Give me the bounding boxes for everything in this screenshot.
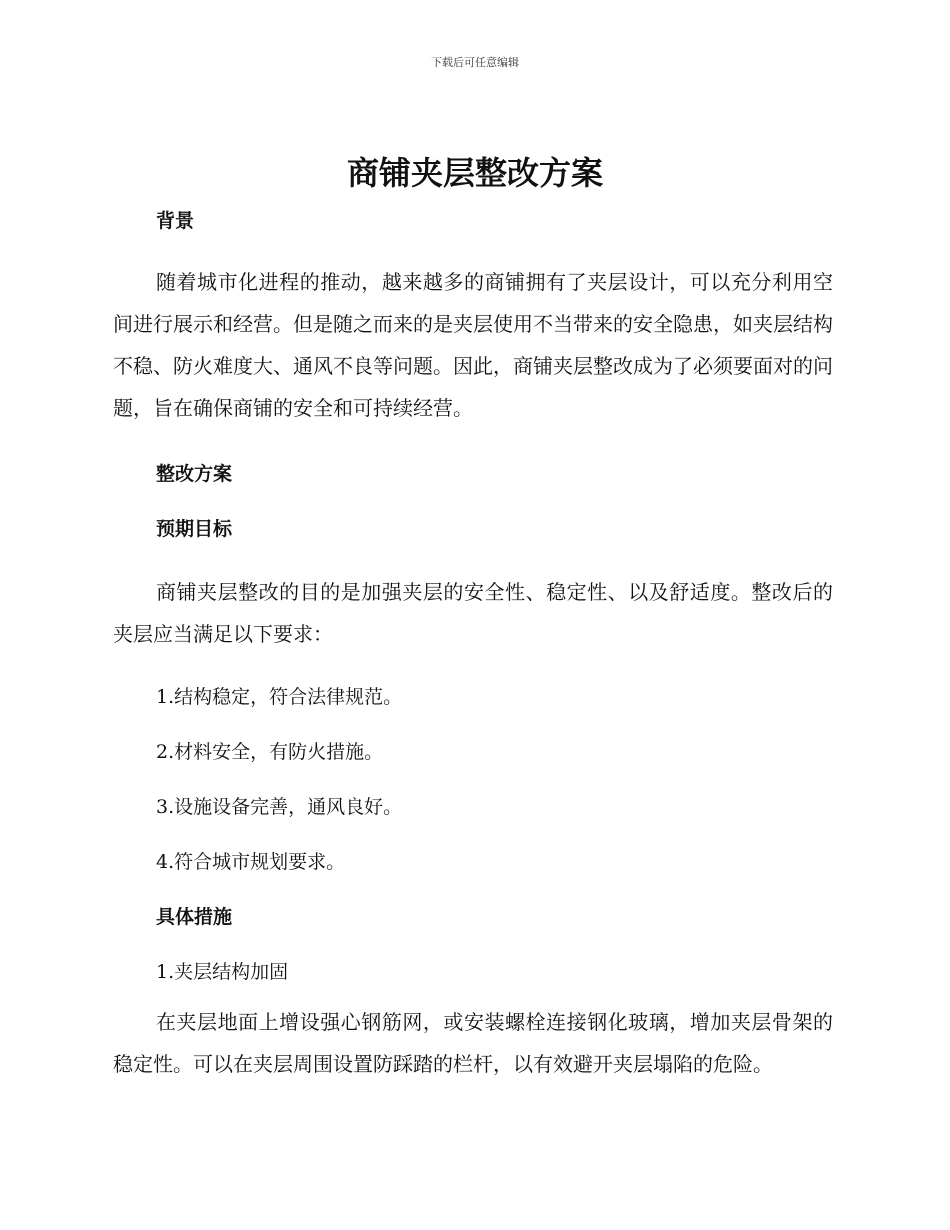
paragraph-measure-1: 在夹层地面上增设强心钢筋网，或安装螺栓连接钢化玻璃，增加夹层骨架的稳定性。可以在夹层周围设置防踩踏的栏杆，以有效避开夹层塌陷的危险。 — [113, 1010, 833, 1076]
heading-plan: 整改方案 — [156, 463, 233, 485]
paragraph-goal: 商铺夹层整改的目的是加强夹层的安全性、稳定性、以及舒适度。整改后的夹层应当满足以下要求： — [113, 580, 833, 646]
measure-1-title: 1.夹层结构加固 — [156, 961, 289, 983]
document-body — [113, 200, 833, 1085]
header-note: 下载后可任意编辑 — [431, 56, 519, 69]
heading-goal: 预期目标 — [156, 518, 233, 540]
document-title: 商铺夹层整改方案 — [346, 154, 603, 192]
goal-item-4: 4.符合城市规划要求。 — [156, 851, 346, 873]
heading-background: 背景 — [156, 210, 195, 232]
paragraph-background: 随着城市化进程的推动，越来越多的商铺拥有了夹层设计，可以充分利用空间进行展示和经营。但是随之而来的是夹层使用不当带来的安全隐患，如夹层结构不稳、防火难度大、通风不良等问题。因此，商铺夹层整改成为了必须要面对的问题，旨在确保商铺的安全和可持续经营。 — [113, 270, 833, 420]
goal-item-3: 3.设施设备完善，通风良好。 — [156, 796, 403, 818]
goal-item-1: 1.结构稳定，符合法律规范。 — [156, 686, 403, 708]
heading-measures: 具体措施 — [156, 906, 233, 928]
goal-item-2: 2.材料安全，有防火措施。 — [156, 741, 384, 763]
